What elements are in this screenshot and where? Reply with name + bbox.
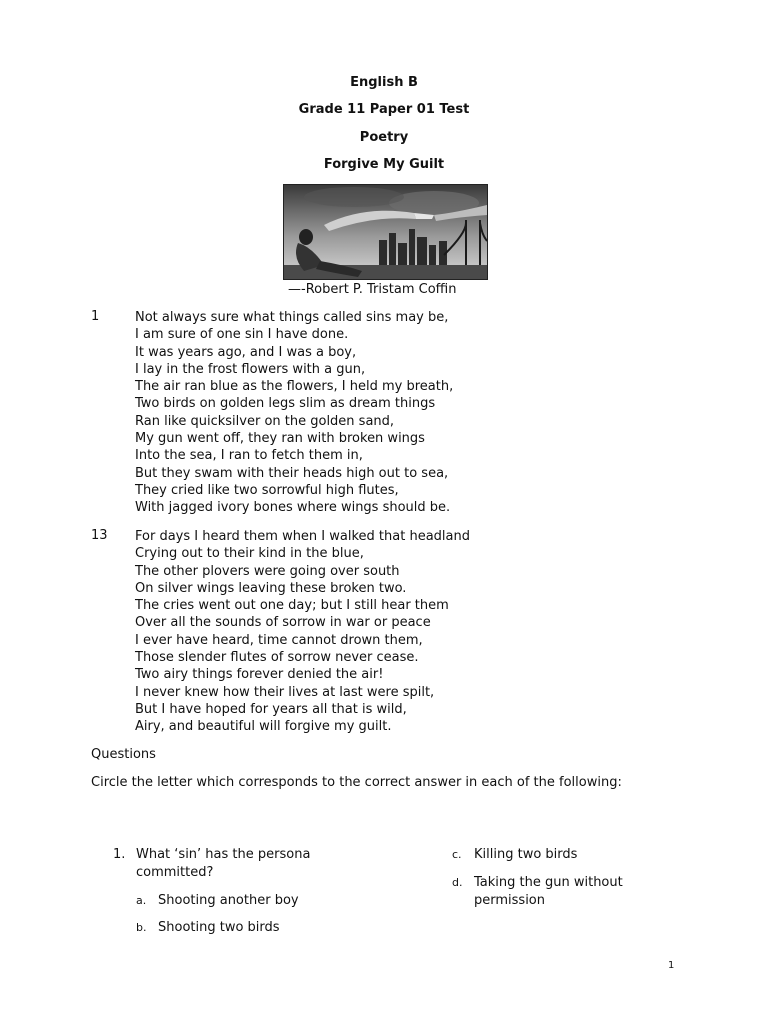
question-stem-line: committed?: [136, 865, 214, 880]
poem-line: The cries went out one day; but I still hear them: [135, 598, 449, 614]
poem-line: I lay in the frost flowers with a gun,: [135, 361, 366, 377]
poem-line: Two airy things forever denied the air!: [135, 667, 384, 683]
poem-line: Airy, and beautiful will forgive my guilt.: [135, 719, 392, 735]
questions-instruction: Circle the letter which corresponds to the correct answer in each of the following:: [91, 775, 622, 790]
poem-line: It was years ago, and I was a boy,: [135, 344, 357, 360]
question-1: [113, 846, 353, 886]
questions-heading: Questions: [91, 747, 156, 762]
poem-line: For days I heard them when I walked that headland: [135, 529, 470, 544]
poem-line: I never knew how their lives at last were spilt,: [135, 684, 435, 700]
option-text: [474, 874, 623, 910]
poem-line: I am sure of one sin I have done.: [135, 327, 349, 343]
poem-line: My gun went off, they ran with broken wings: [135, 431, 425, 447]
poem-illustration: [283, 184, 488, 280]
poem-title: Forgive My Guilt: [323, 157, 445, 172]
page-number: 1: [668, 960, 675, 971]
option-letter: a.: [136, 894, 147, 907]
poem-line: Those slender flutes of sorrow never cease.: [135, 650, 419, 666]
poem-line: Crying out to their kind in the blue,: [135, 546, 364, 562]
poem-line: But they swam with their heads high out to sea,: [135, 465, 449, 481]
poem-line: Into the sea, I ran to fetch them in,: [135, 448, 363, 464]
line-number: 1: [91, 309, 100, 324]
option-text: Shooting another boy: [158, 893, 299, 908]
section-heading: Poetry: [359, 130, 409, 145]
poem-author: —-Robert P. Tristam Coffin: [288, 282, 457, 297]
option-text-line: Taking the gun without: [474, 875, 623, 890]
poem-line: But I have hoped for years all that is wild,: [135, 701, 407, 717]
question-number: 1.: [113, 847, 126, 862]
poem-line: The air ran blue as the flowers, I held my breath,: [135, 379, 454, 395]
poem-line: Ran like quicksilver on the golden sand,: [135, 413, 395, 429]
poem-line: Not always sure what things called sins may be,: [135, 310, 449, 325]
poem-line: On silver wings leaving these broken two.: [135, 580, 407, 596]
option-letter: c.: [452, 848, 462, 861]
poem-line: Two birds on golden legs slim as dream things: [135, 396, 436, 412]
option-text-line: permission: [474, 893, 545, 908]
option-letter: b.: [136, 921, 147, 934]
line-number: 13: [91, 528, 108, 543]
option-text: Shooting two birds: [158, 920, 280, 935]
question-stem: [136, 846, 310, 882]
paper-heading: Grade 11 Paper 01 Test: [298, 102, 470, 117]
poem-line: The other plovers were going over south: [135, 563, 400, 579]
question-stem-line: What ‘sin’ has the persona: [136, 847, 311, 862]
poem-line: They cried like two sorrowful high flutes,: [135, 482, 399, 498]
option-letter: d.: [452, 876, 463, 889]
poem-line: Over all the sounds of sorrow in war or peace: [135, 615, 431, 631]
poem-line: I ever have heard, time cannot drown them,: [135, 632, 423, 648]
poem-line: With jagged ivory bones where wings should be.: [135, 500, 451, 516]
option-text: Killing two birds: [474, 847, 578, 862]
subject-heading: English B: [350, 75, 418, 90]
